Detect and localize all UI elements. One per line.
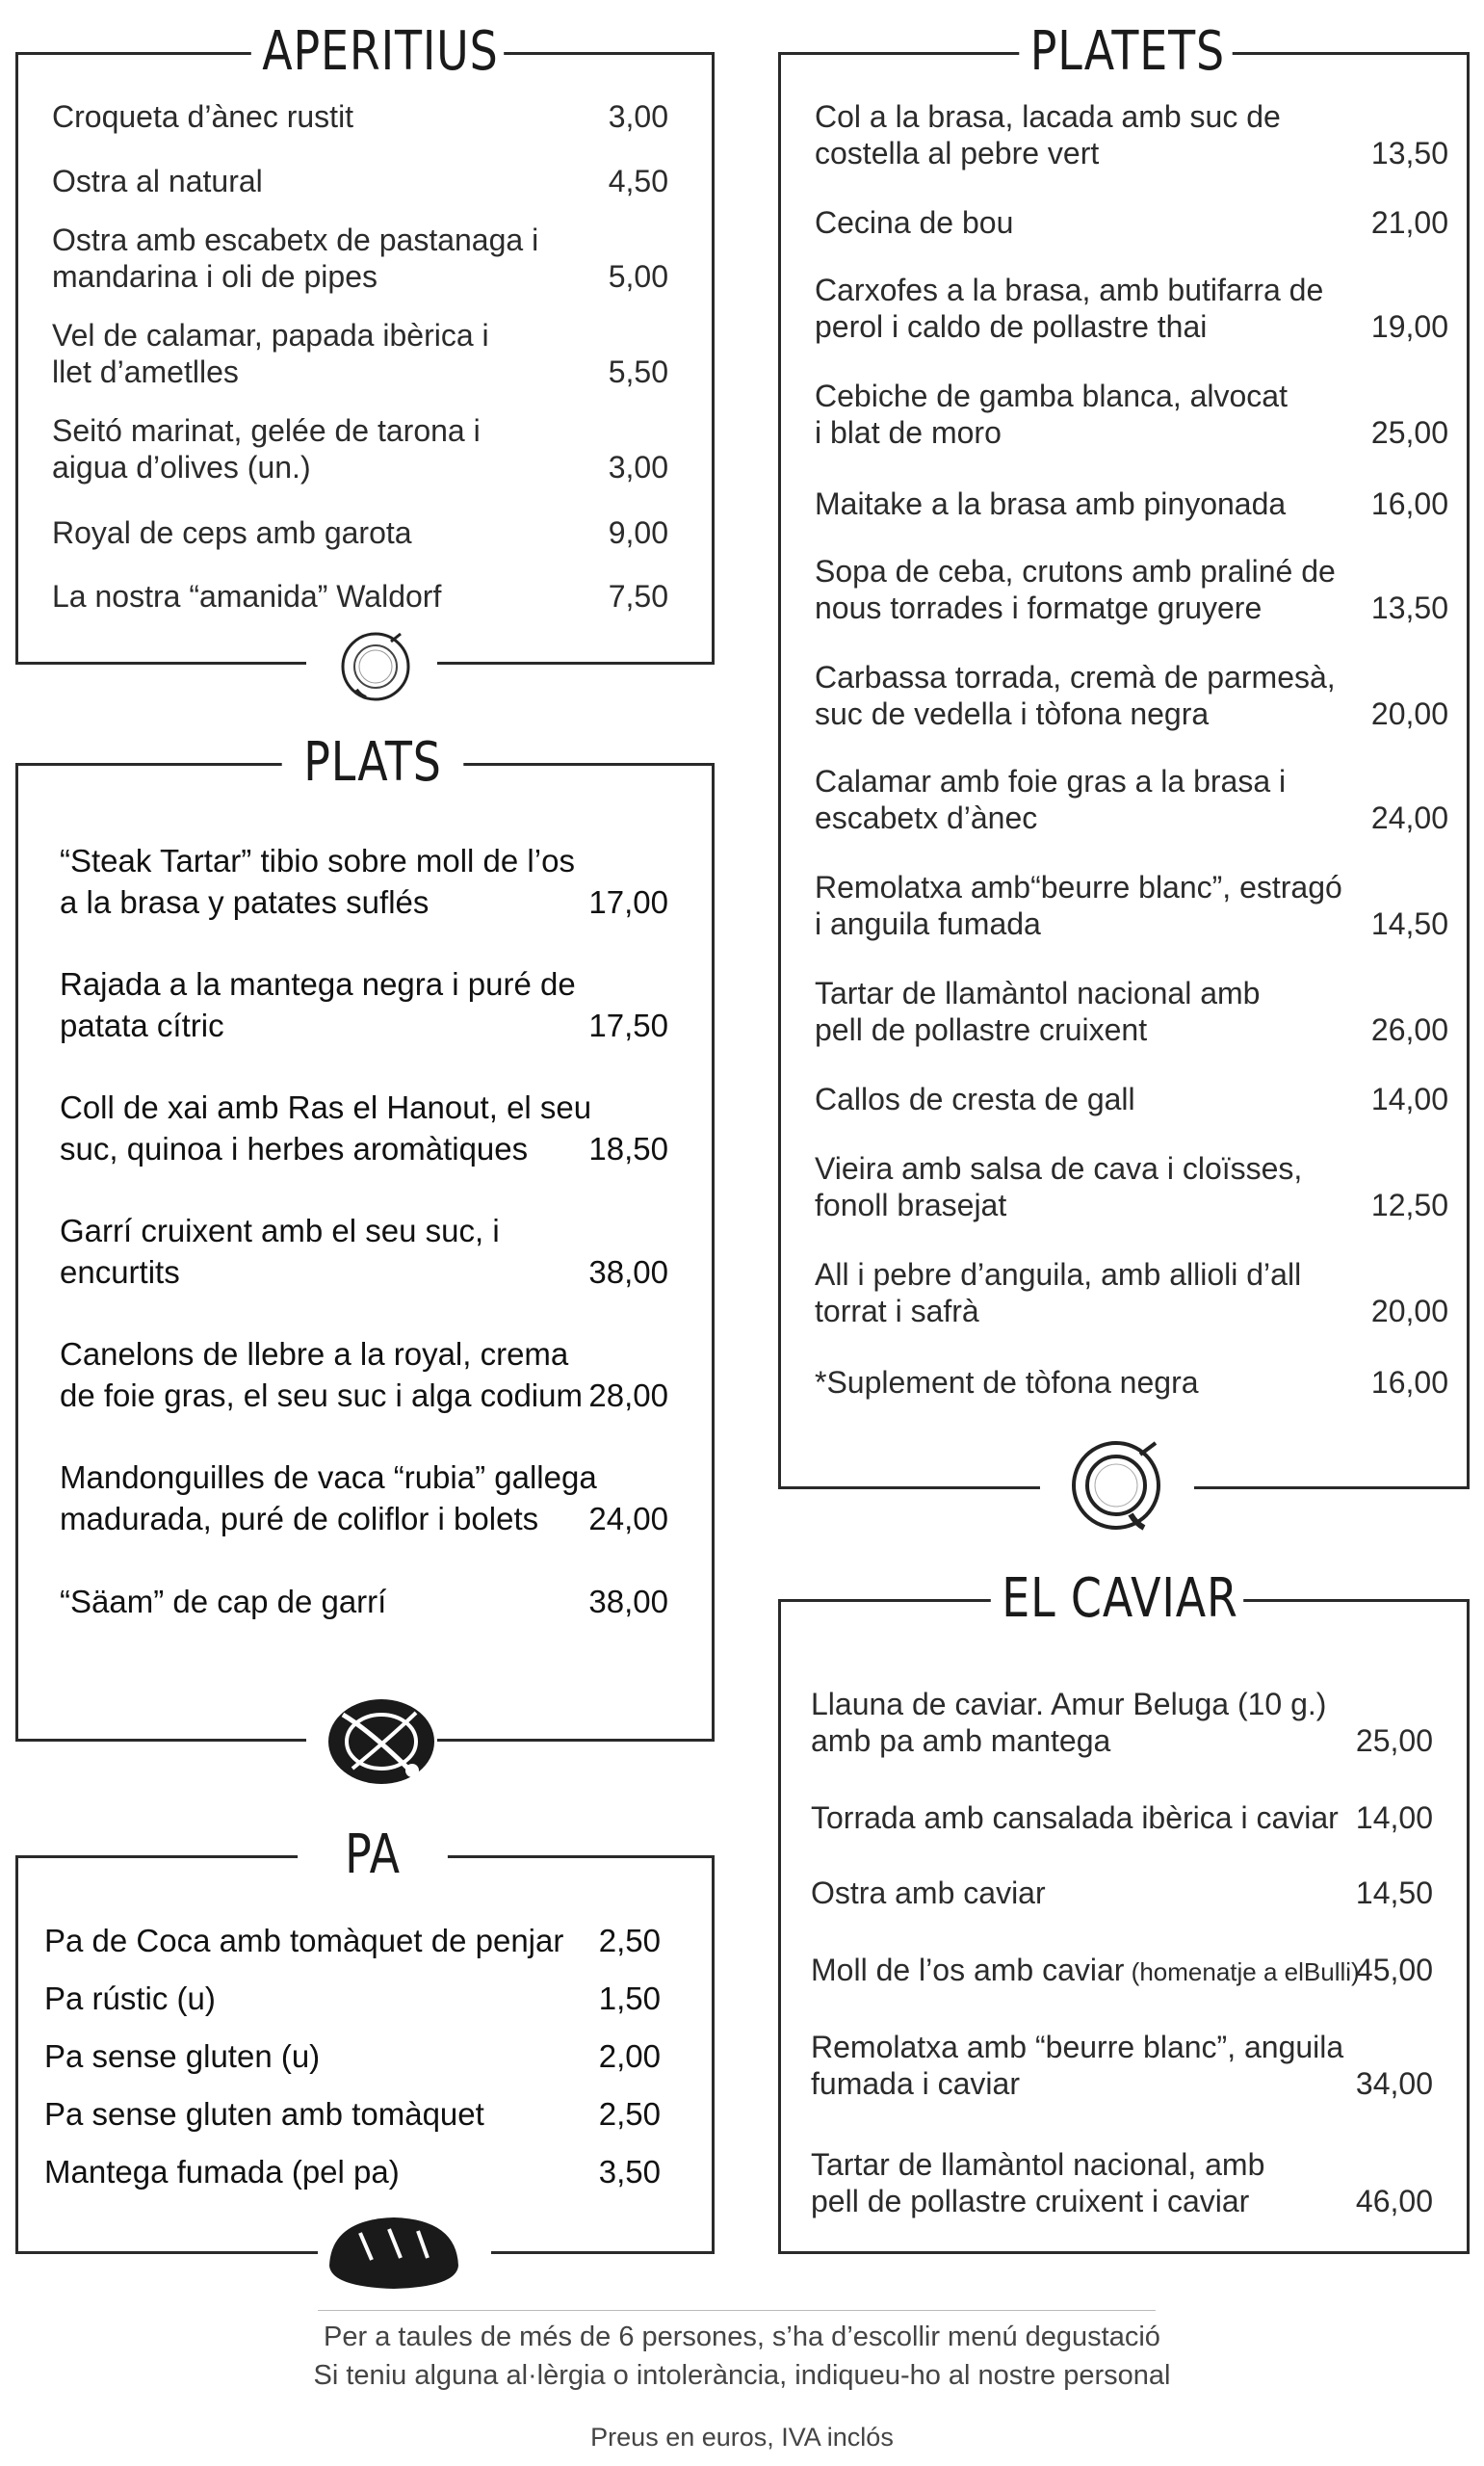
item-name: “Säam” de cap de garrí [60,1584,387,1619]
footer-allergy-note: Si teniu alguna al·lèrgia o intolerància, indiqueu-ho al nostre personal [313,2360,1171,2391]
platets-menu-item [815,975,1448,1048]
item-price: 19,00 [1370,309,1448,344]
item-price: 17,00 [588,884,668,920]
item-name: Cecina de bou [815,205,1014,240]
plats-menu-item [60,1087,668,1169]
item-price: 24,00 [588,1501,668,1536]
platets-menu-item [815,204,1448,241]
item-name: Vel de calamar, papada ibèrica i llet d’ametlles [52,318,489,389]
item-name: Seitó marinat, gelée de tarona i aigua d’olives (un.) [52,413,481,485]
aperitius-menu-item [52,163,668,199]
item-name: Pa rústic (u) [44,1981,216,2016]
plats-menu-item [60,1581,668,1622]
caviar-menu-item [811,2029,1433,2102]
item-name: Ostra amb caviar [811,1876,1046,1910]
item-price: 5,00 [608,259,668,294]
platets-menu-item [815,378,1448,451]
caviar-menu-item [811,1875,1433,1911]
item-price: 2,50 [598,2096,661,2132]
item-name: Llauna de caviar. Amur Beluga (10 g.) amb pa amb mantega [811,1687,1327,1758]
platets-menu-item [815,98,1448,171]
item-name: Remolatxa amb “beurre blanc”, anguila fumada i caviar [811,2030,1344,2101]
item-price: 16,00 [1370,1365,1448,1400]
item-name: Pa de Coca amb tomàquet de penjar [44,1923,564,1958]
item-name: Canelons de llebre a la royal, crema de foie gras, el seu suc i alga codium [60,1336,583,1413]
item-price: 20,00 [1370,696,1448,731]
item-price: 3,00 [608,450,668,485]
aperitius-menu-item [52,317,668,390]
plats-title: PLATS [282,736,464,790]
platets-menu-item [815,869,1448,942]
item-name: La nostra “amanida” Waldorf [52,579,442,614]
caviar-menu-item [811,2146,1433,2219]
plats-menu-item [60,840,668,923]
item-price: 24,00 [1370,800,1448,835]
pa-menu-item [44,2151,661,2192]
item-name: Sopa de ceba, crutons amb praliné de nous torrades i formatge gruyere [815,554,1336,625]
plate-cutlery-icon [324,1693,439,1790]
item-name: Moll de l’os amb caviar (homenatje a elBulli) [811,1953,1360,1987]
item-name: Carxofes a la brasa, amb butifarra de perol i caldo de pollastre thai [815,273,1324,344]
item-name: Torrada amb cansalada ibèrica i caviar [811,1800,1339,1835]
item-name: Tartar de llamàntol nacional, amb pell de pollastre cruixent i caviar [811,2147,1265,2218]
item-name: Coll de xai amb Ras el Hanout, el seu suc, quinoa i herbes aromàtiques [60,1089,592,1167]
caviar-title: EL CAVIAR [991,1572,1243,1626]
item-price: 16,00 [1370,486,1448,521]
item-price: 14,00 [1370,1082,1448,1116]
item-price: 4,50 [608,164,668,198]
aperitius-menu-item [52,514,668,551]
platets-menu-item [815,659,1448,732]
platets-title: PLATETS [1019,25,1232,79]
pa-title: PA [298,1828,448,1882]
item-name: Ostra al natural [52,164,263,198]
item-price: 26,00 [1370,1012,1448,1047]
item-name: Pa sense gluten amb tomàquet [44,2096,484,2132]
item-price: 3,00 [608,99,668,134]
item-price: 1,50 [598,1981,661,2016]
item-price: 46,00 [1355,2184,1433,2218]
item-name: Garrí cruixent amb el seu suc, i encurtits [60,1213,500,1290]
item-name: Vieira amb salsa de cava i cloïsses, fonoll brasejat [815,1151,1303,1222]
item-note: (homenatje a elBulli) [1124,1957,1360,1986]
item-name: Croqueta d’ànec rustit [52,99,354,134]
item-price: 7,50 [608,579,668,614]
platets-menu-item [815,1081,1448,1117]
plate-icon [1063,1439,1169,1535]
item-price: 14,00 [1355,1800,1433,1835]
item-name: Mantega fumada (pel pa) [44,2154,400,2190]
item-price: 18,50 [588,1131,668,1167]
pa-menu-item [44,2093,661,2135]
platets-menu-item [815,1364,1448,1401]
aperitius-menu-item [52,412,668,485]
aperitius-menu-item [52,98,668,135]
footer-divider [318,2310,1156,2311]
item-price: 25,00 [1355,1723,1433,1758]
plate-icon [337,628,414,705]
item-name: Royal de ceps amb garota [52,515,412,550]
platets-menu-item [815,272,1448,345]
item-price: 2,00 [598,2038,661,2074]
pa-menu-item [44,1978,661,2019]
item-name: Maitake a la brasa amb pinyonada [815,486,1287,521]
item-name: Carbassa torrada, cremà de parmesà, suc de vedella i tòfona negra [815,660,1336,731]
platets-menu-item [815,763,1448,836]
item-name: Calamar amb foie gras a la brasa i escabetx d’ànec [815,764,1287,835]
item-price: 12,50 [1370,1188,1448,1222]
plats-menu-item [60,1456,668,1539]
bread-icon [322,2206,466,2298]
item-name: Remolatxa amb“beurre blanc”, estragó i anguila fumada [815,870,1342,941]
item-name: Callos de cresta de gall [815,1082,1135,1116]
item-name: Ostra amb escabetx de pastanaga i mandarina i oli de pipes [52,223,539,294]
plats-menu-item [60,963,668,1046]
pa-menu-item [44,2035,661,2077]
item-price: 14,50 [1370,906,1448,941]
item-name: *Suplement de tòfona negra [815,1365,1199,1400]
item-price: 13,50 [1370,590,1448,625]
caviar-menu-item [811,1799,1433,1836]
item-price: 5,50 [608,354,668,389]
platets-menu-item [815,1256,1448,1329]
item-price: 3,50 [598,2154,661,2190]
item-price: 38,00 [588,1254,668,1290]
caviar-menu-item [811,1952,1433,1988]
plats-menu-item [60,1210,668,1293]
item-name: Tartar de llamàntol nacional amb pell de pollastre cruixent [815,976,1261,1047]
aperitius-menu-item [52,578,668,615]
item-price: 9,00 [608,515,668,550]
item-name: Col a la brasa, lacada amb suc de costella al pebre vert [815,99,1281,171]
item-name: Rajada a la mantega negra i puré de patata cítric [60,966,576,1043]
item-price: 20,00 [1370,1294,1448,1328]
item-price: 38,00 [588,1584,668,1619]
item-price: 21,00 [1370,205,1448,240]
caviar-menu-item [811,1686,1433,1759]
item-name: Pa sense gluten (u) [44,2038,321,2074]
item-price: 13,50 [1370,136,1448,171]
platets-menu-item [815,485,1448,522]
item-price: 14,50 [1355,1876,1433,1910]
item-price: 17,50 [588,1008,668,1043]
aperitius-menu-item [52,222,668,295]
pa-menu-item [44,1920,661,1961]
item-name: All i pebre d’anguila, amb allioli d’all torrat i safrà [815,1257,1302,1328]
platets-menu-item [815,553,1448,626]
item-name: “Steak Tartar” tibio sobre moll de l’os a la brasa y patates suflés [60,843,575,920]
footer-price-note: Preus en euros, IVA inclós [590,2423,894,2452]
item-name: Mandonguilles de vaca “rubia” gallega madurada, puré de coliflor i bolets [60,1459,597,1536]
aperitius-title: APERITIUS [251,25,504,79]
item-price: 25,00 [1370,415,1448,450]
footer-group-note: Per a taules de més de 6 persones, s’ha d’escollir menú degustació [324,2322,1160,2352]
item-price: 45,00 [1355,1953,1433,1987]
plats-menu-item [60,1333,668,1416]
platets-menu-item [815,1150,1448,1223]
item-price: 34,00 [1355,2066,1433,2101]
item-price: 2,50 [598,1923,661,1958]
item-price: 28,00 [588,1377,668,1413]
item-name: Cebiche de gamba blanca, alvocat i blat de moro [815,379,1288,450]
